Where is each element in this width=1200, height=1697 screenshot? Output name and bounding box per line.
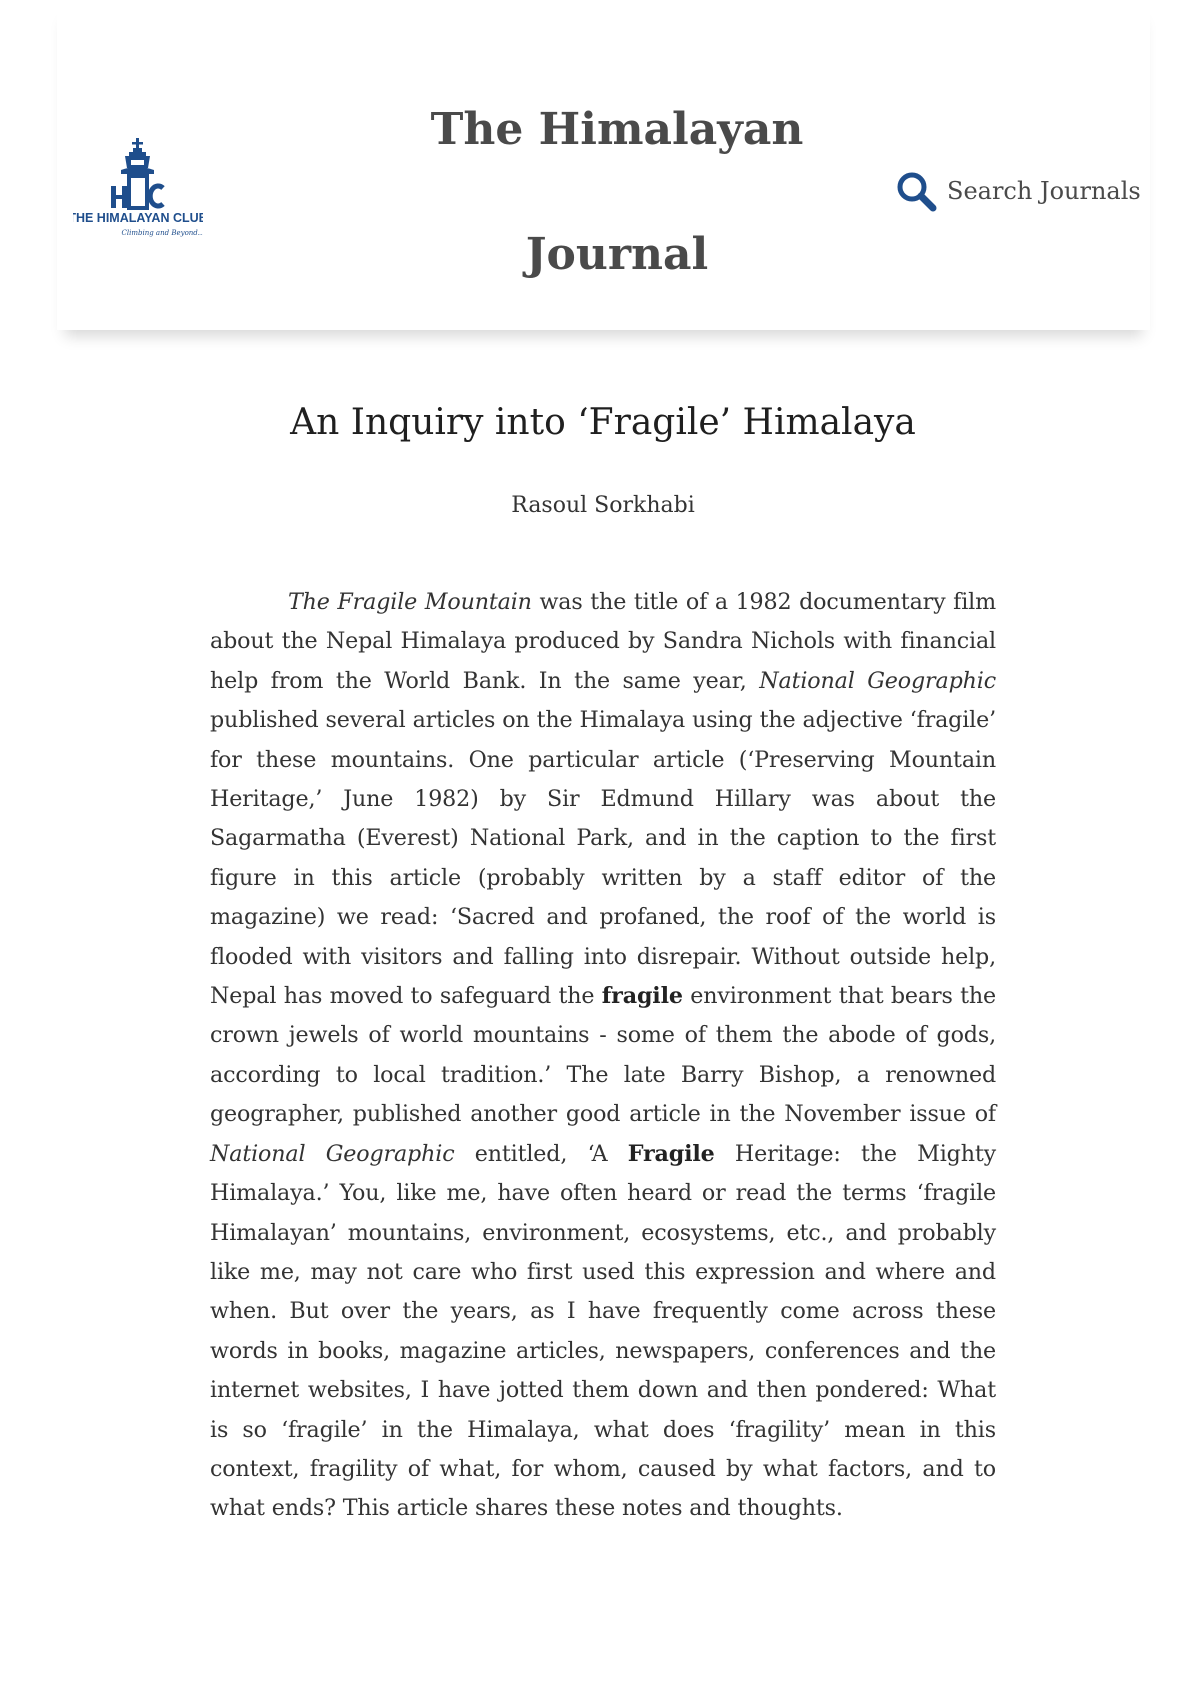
- article: [210, 395, 996, 1529]
- stupa-logo-icon: [73, 138, 203, 250]
- journal-title-line1: The Himalayan: [430, 104, 804, 155]
- emphasis-magazine: National Geographic: [210, 1140, 455, 1167]
- article-author: Rasoul Sorkhabi: [511, 493, 695, 518]
- bold-fragile: Fragile: [627, 1140, 715, 1167]
- logo-text: THE HIMALAYAN CLUB: [73, 211, 203, 225]
- himalayan-club-logo[interactable]: [73, 138, 203, 250]
- article-title: An Inquiry into ‘Fragile’ Himalaya: [290, 402, 916, 443]
- paragraph-text: environment that bears the crown jewels of world mountains - some of them the abode of gods, according to local tradition.’ The late Barry Bishop, a renowned geographer, published another good article in the November issue of: [210, 983, 996, 1128]
- search-icon[interactable]: [895, 170, 937, 212]
- article-paragraph: [210, 583, 996, 1529]
- paragraph-text: published several articles on the Himalaya using the adjective ‘fragile’ for these mountains. One particular article (‘Preserving Mountain Heritage,’ June 1982) by Sir Edmund Hillary was about the Sagarmatha (Everest) National Park, and in the caption to the first figure in this article (probably written by a staff editor of the magazine) we read: ‘Sacred and profaned, the roof of the world is flooded with visitors and falling into disrepair. Without outside help, Nepal has moved to safeguard the: [210, 707, 996, 1010]
- search-journals-link[interactable]: [895, 170, 1141, 212]
- emphasis-magazine: National Geographic: [759, 667, 996, 694]
- bold-fragile: fragile: [601, 983, 683, 1010]
- emphasis-film-title: The Fragile Mountain: [288, 589, 532, 615]
- paragraph-text: was the title of a 1982 documentary film about the Nepal Himalaya produced by Sandra Nichols with financial help from the World Bank. In the same year,: [210, 589, 996, 694]
- paragraph-text: Heritage: the Mighty Himalaya.’ You, like me, have often heard or read the terms ‘fragile Himalayan’ mountains, environment, ecosystems, etc., and probably like me, may not care who first used this expression and where and when. But over the years, as I have frequently come across these words in books, magazine articles, newspapers, conferences and the internet websites, I have jotted them down and then pondered: What is so ‘fragile’ in the Himalaya, what does ‘fragility’ mean in this context, fragility of what, for whom, caused by what factors, and to what ends? This article shares these notes and thoughts.: [210, 1140, 996, 1522]
- paragraph-text: entitled, ‘A: [454, 1140, 628, 1167]
- journal-title[interactable]: [357, 95, 877, 290]
- logo-tagline: Climbing and Beyond...: [121, 229, 203, 237]
- site-header: [57, 0, 1150, 330]
- search-journals-label: Search Journals: [947, 177, 1141, 205]
- journal-title-line2: Journal: [525, 229, 709, 280]
